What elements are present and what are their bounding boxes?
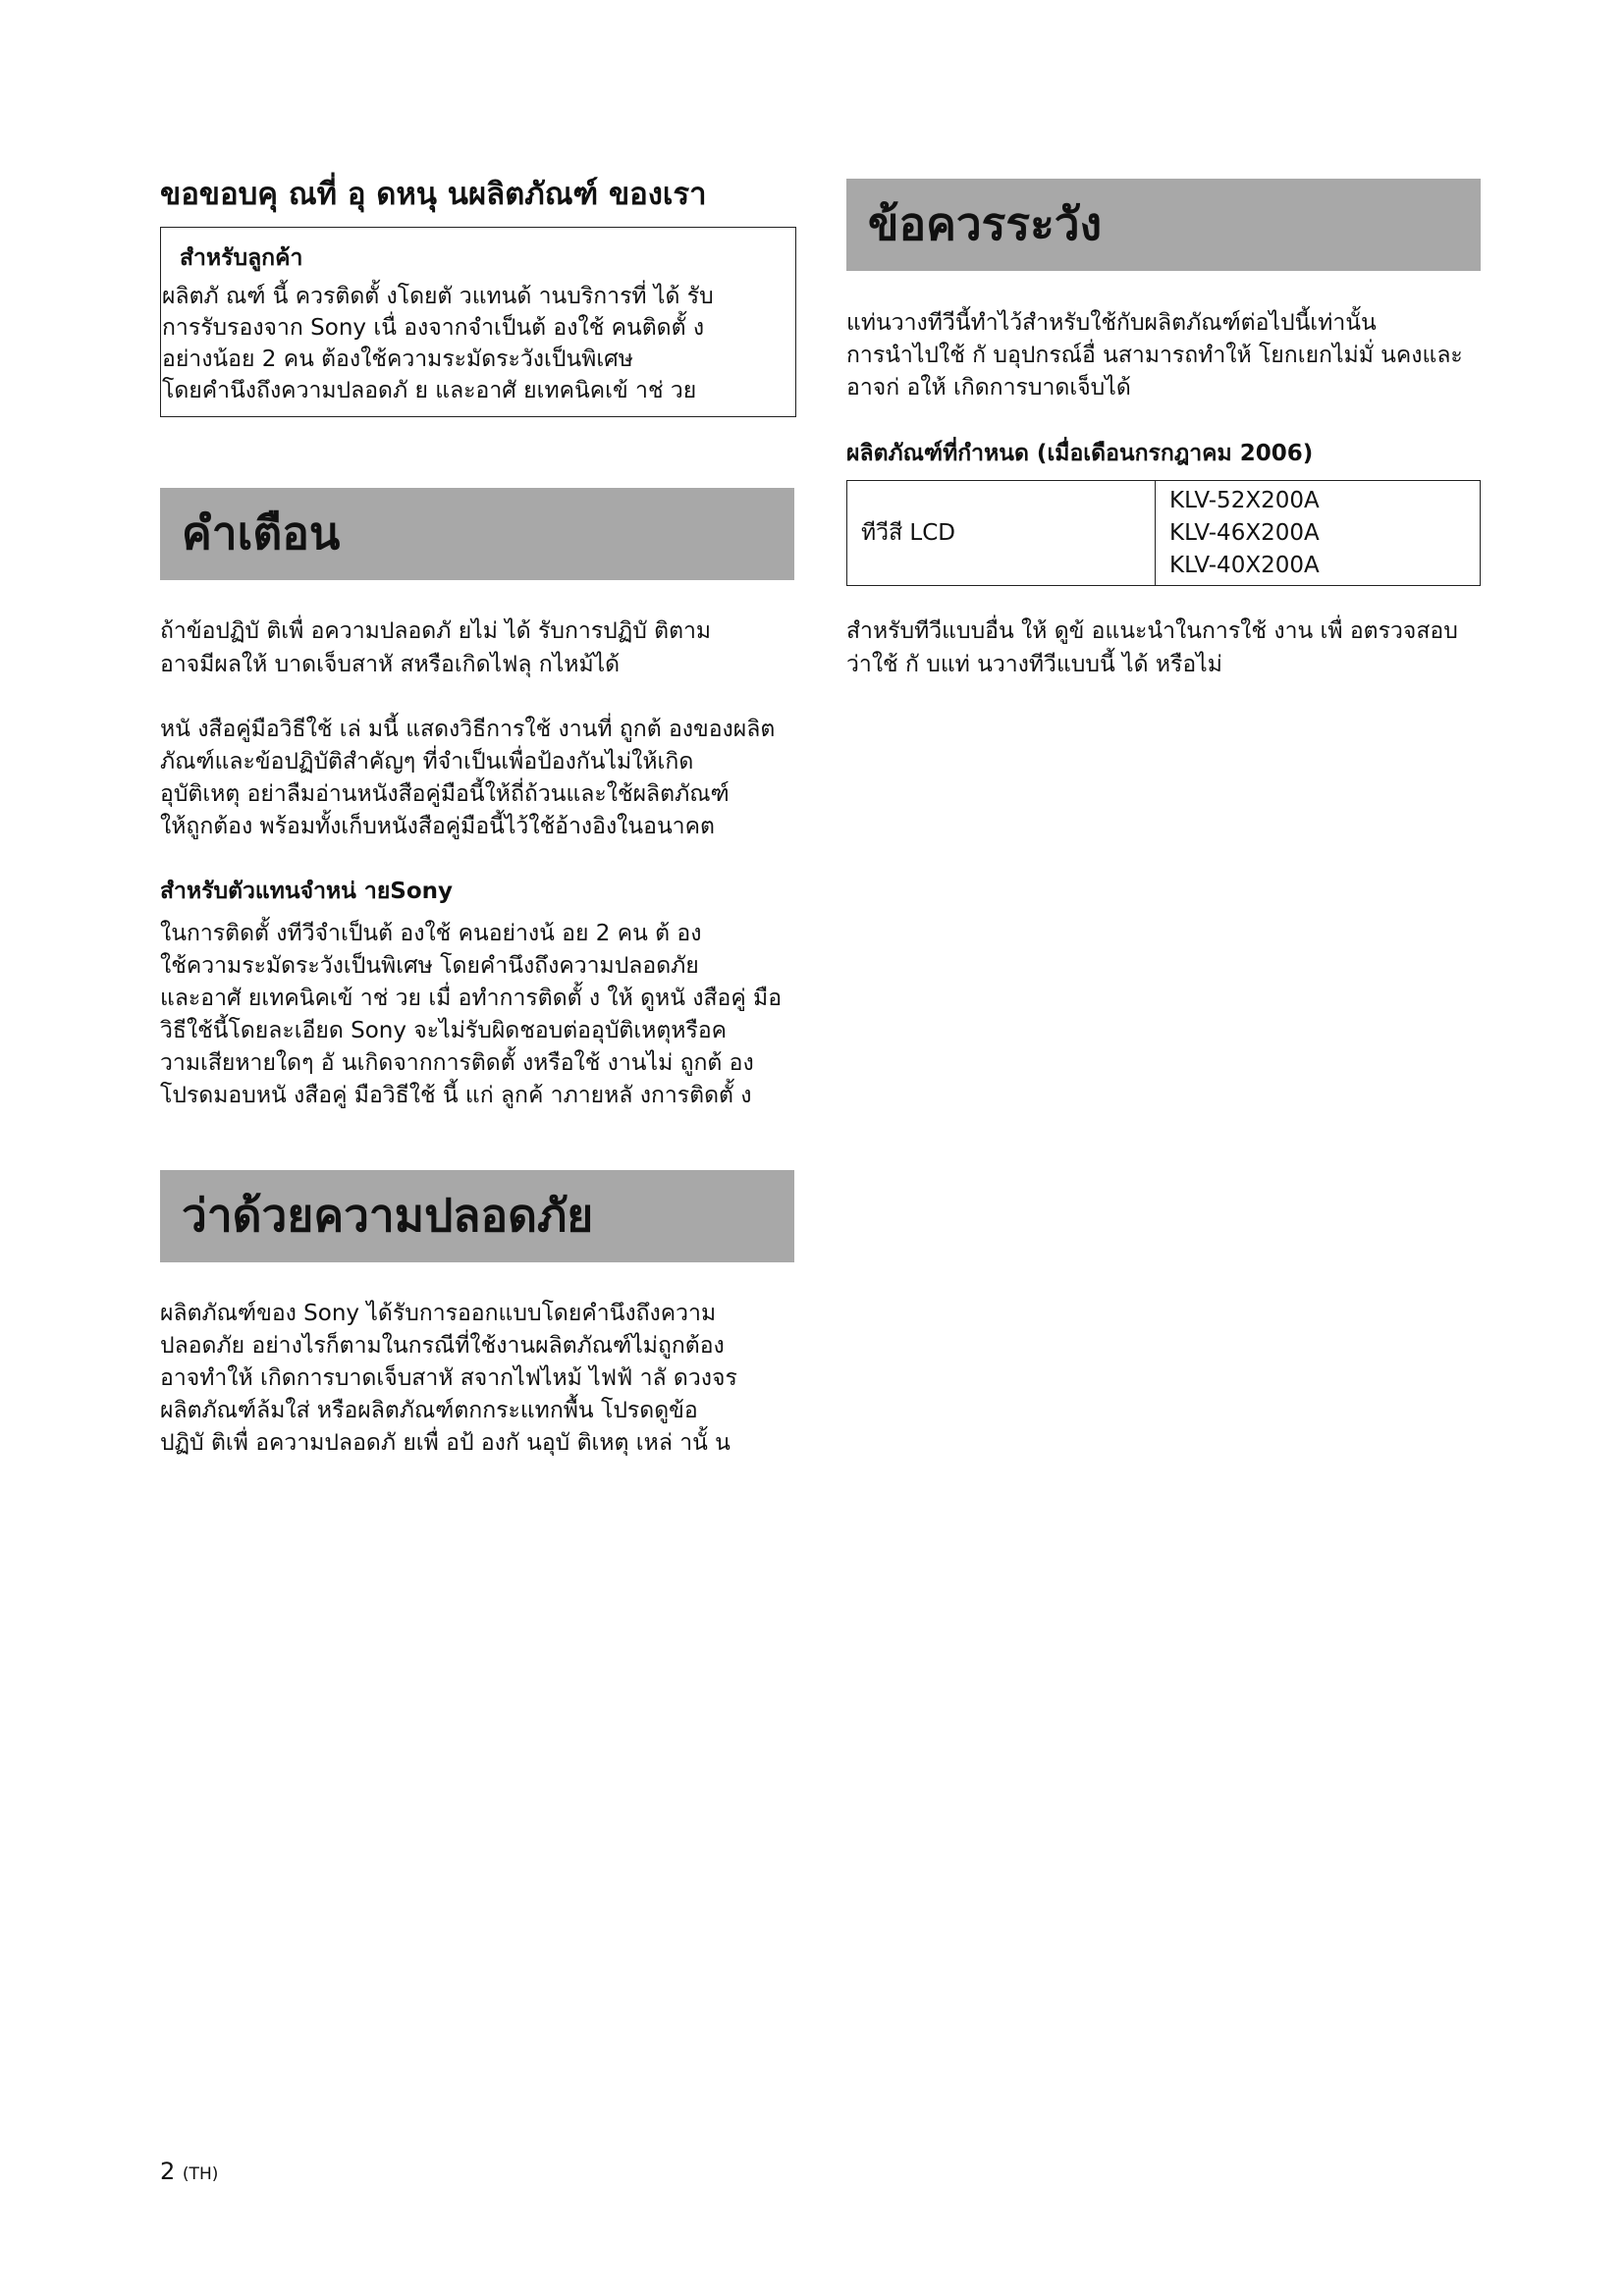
model-item: KLV-40X200A <box>1169 552 1320 578</box>
model-list-cell <box>1156 481 1481 586</box>
manual-line: อุบัติเหตุ อย่าลืมอ่านหนังสือคู่มือนี้ให้ถี่ถ้วนและใช้ผลิตภัณฑ์ <box>160 781 730 807</box>
safety-line: ผลิตภัณฑ์ล้มใส่ หรือผลิตภัณฑ์ตกกระแทกพื้น โปรดดูข้อ <box>160 1398 698 1423</box>
warning-line: อาจมีผลให้ บาดเจ็บสาหั สหรือเกิดไฟลุ กไหม้ได้ <box>160 652 621 677</box>
page-number <box>160 2156 218 2191</box>
safety-line: ผลิตภัณฑ์ของ Sony ได้รับการออกแบบโดยคำนึงถึงความ <box>160 1301 717 1326</box>
caution-line: แท่นวางทีวีนี้ทำไว้สำหรับใช้กับผลิตภัณฑ์ต่อไปนี้เท่านั้น <box>846 310 1377 336</box>
model-item: KLV-52X200A <box>1169 487 1320 513</box>
dealer-line: ใช้ความระมัดระวังเป็นพิเศษ โดยคำนึงถึงความปลอดภัย <box>160 953 699 979</box>
dealer-line: และอาศั ยเทคนิคเข้ าช่ วย เมื่ อทำการติดตั้ ง ให้ ดูหนั งสือคู่ มือ <box>160 986 783 1011</box>
dealer-line: วามเสียหายใดๆ อั นเกิดจากการติดตั้ งหรือใช้ งานไม่ ถูกต้ อง <box>160 1050 754 1076</box>
other-tv-line: สำหรับทีวีแบบอื่น ให้ ดูข้ อแนะนำในการใช้ งาน เพื่ อตรวจสอบ <box>846 618 1458 644</box>
dealer-line: ในการติดตั้ งทีวีจำเป็นต้ องใช้ คนอย่างน้ อย 2 คน ต้ อง <box>160 921 702 946</box>
safety-heading: ว่าด้วยความปลอดภัย <box>160 1170 794 1262</box>
other-tv-line: ว่าใช้ กั บแท่ นวางทีวีแบบนี้ ได้ หรือไม่ <box>846 652 1222 677</box>
products-title: ผลิตภัณฑ์ที่กำหนด (เมื่อเดือนกรกฎาคม 2006) <box>846 441 1314 466</box>
model-item: KLV-46X200A <box>1169 519 1320 546</box>
dealer-title: สำหรับตัวแทนจำหน่ ายSony <box>160 879 454 904</box>
manual-line: ให้ถูกต้อง พร้อมทั้งเก็บหนังสือคู่มือนี้ไว้ใช้อ้างอิงในอนาคต <box>160 814 715 839</box>
dealer-line: วิธีใช้นี้โดยละเอียด Sony จะไม่รับผิดชอบต่ออุบัติเหตุหรือค <box>160 1018 728 1043</box>
caution-line: การนำไปใช้ กั บอุปกรณ์อื่ นสามารถทำให้ โยกเยกไม่มั่ นคงและ <box>846 343 1463 368</box>
customer-box-line: การรับรองจาก Sony เนื่ องจากจำเป็นต้ องใช้ คนติดตั้ ง <box>162 315 705 341</box>
page-number-value: 2 <box>160 2158 176 2185</box>
customer-box-title: สำหรับลูกค้า <box>180 245 303 271</box>
product-type: ทีวีสี LCD <box>861 520 956 546</box>
products-table <box>846 480 1481 586</box>
manual-line: ภัณฑ์และข้อปฏิบัติสำคัญๆ ที่จำเป็นเพื่อป้องกันไม่ให้เกิด <box>160 749 694 774</box>
customer-box-line: อย่างน้อย 2 คน ต้องใช้ความระมัดระวังเป็นพิเศษ <box>162 347 633 372</box>
safety-line: อาจทำให้ เกิดการบาดเจ็บสาหั สจากไฟไหม้ ไฟฟ้ าลั ดวงจร <box>160 1365 737 1391</box>
thanks-title: ขอขอบคุ ณที่ อุ ดหนุ นผลิตภัณฑ์ ของเรา <box>160 177 707 212</box>
warning-heading: คำเตือน <box>160 488 794 580</box>
manual-line: หนั งสือคู่มือวิธีใช้ เล่ มนี้ แสดงวิธีการใช้ งานที่ ถูกต้ องของผลิต <box>160 717 776 742</box>
safety-line: ปลอดภัย อย่างไรก็ตามในกรณีที่ใช้งานผลิตภัณฑ์ไม่ถูกต้อง <box>160 1333 725 1359</box>
customer-box-line: ผลิตภั ณฑ์ นี้ ควรติดตั้ งโดยตั วแทนด้ านบริการที่ ได้ รับ <box>162 284 714 309</box>
product-type-cell <box>847 481 1156 586</box>
caution-heading: ข้อควรระวัง <box>846 179 1481 271</box>
warning-line: ถ้าข้อปฏิบั ติเพื่ อความปลอดภั ยไม่ ได้ รับการปฏิบั ติตาม <box>160 618 712 644</box>
page-language: (TH) <box>182 2164 219 2184</box>
dealer-line: โปรดมอบหนั งสือคู่ มือวิธีใช้ นี้ แก่ ลูกค้ าภายหลั งการติดตั้ ง <box>160 1083 752 1108</box>
safety-line: ปฏิบั ติเพื่ อความปลอดภั ยเพื่ อป้ องกั นอุบั ติเหตุ เหล่ านั้ น <box>160 1430 731 1456</box>
caution-line: อาจก่ อให้ เกิดการบาดเจ็บได้ <box>846 375 1131 400</box>
customer-box-line: โดยคำนึงถึงความปลอดภั ย และอาศั ยเทคนิคเข้ าช่ วย <box>162 378 697 403</box>
